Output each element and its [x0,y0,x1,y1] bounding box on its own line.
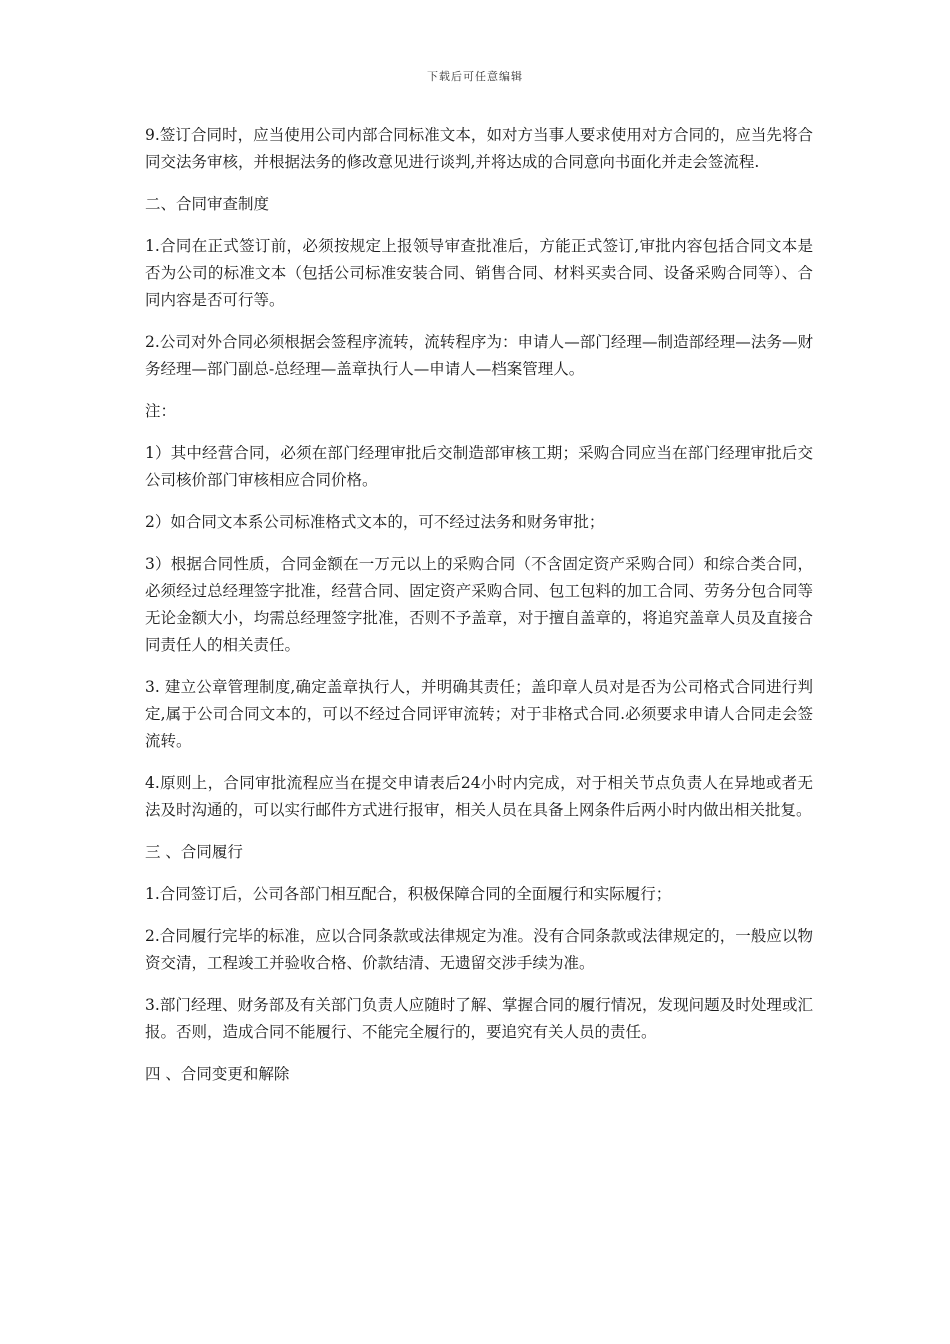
section-heading-contract-review: 二、合同审查制度 [145,195,270,213]
section-heading-contract-change: 四 、合同变更和解除 [145,1065,290,1083]
section-heading-contract-performance: 三 、合同履行 [145,843,243,861]
review-paragraph-1: 1.合同在正式签订前，必须按规定上报领导审查批准后，方能正式签订,审批内容包括合同文本是否为公司的标准文本（包括公司标准安装合同、销售合同、材料买卖合同、设备采购合同等）、合同内容是否可行等。 [145,237,813,309]
performance-paragraph-2: 2.合同履行完毕的标准，应以合同条款或法律规定为准。没有合同条款或法律规定的，一般应以物资交清，工程竣工并验收合格、价款结清、无遗留交涉手续为准。 [145,927,813,972]
note-label: 注： [145,402,177,420]
note-item-2: 2）如合同文本系公司标准格式文本的，可不经过法务和财务审批； [145,513,605,531]
header-note: 下载后可任意编辑 [427,70,523,83]
document-body [145,122,813,1103]
performance-paragraph-1: 1.合同签订后，公司各部门相互配合，积极保障合同的全面履行和实际履行； [145,885,672,903]
performance-paragraph-3: 3.部门经理、财务部及有关部门负责人应随时了解、掌握合同的履行情况，发现问题及时处理或汇报。否则，造成合同不能履行、不能完全履行的，要追究有关人员的责任。 [145,996,813,1041]
note-item-3: 3）根据合同性质，合同金额在一万元以上的采购合同（不含固定资产采购合同）和综合类合同，必须经过总经理签字批准，经营合同、固定资产采购合同、包工包料的加工合同、劳务分包合同等无论金额大小，均需总经理签字批准，否则不予盖章，对于擅自盖章的，将追究盖章人员及直接合同责任人的相关责任。 [145,555,813,654]
review-paragraph-2: 2.公司对外合同必须根据会签程序流转，流转程序为：申请人—部门经理—制造部经理—法务—财务经理—部门副总-总经理—盖章执行人—申请人—档案管理人。 [145,333,813,378]
note-item-1: 1）其中经营合同，必须在部门经理审批后交制造部审核工期；采购合同应当在部门经理审批后交公司核价部门审核相应合同价格。 [145,444,813,489]
paragraph-9: 9.签订合同时，应当使用公司内部合同标准文本，如对方当事人要求使用对方合同的，应当先将合同交法务审核，并根据法务的修改意见进行谈判,并将达成的合同意向书面化并走会签流程. [145,126,813,171]
review-paragraph-4: 4.原则上，合同审批流程应当在提交申请表后24小时内完成，对于相关节点负责人在异地或者无法及时沟通的，可以实行邮件方式进行报审，相关人员在具备上网条件后两小时内做出相关批复。 [145,774,813,819]
review-paragraph-3: 3. 建立公章管理制度,确定盖章执行人，并明确其责任；盖印章人员对是否为公司格式合同进行判定,属于公司合同文本的，可以不经过合同评审流转；对于非格式合同.必须要求申请人合同走会签流转。 [145,678,813,750]
